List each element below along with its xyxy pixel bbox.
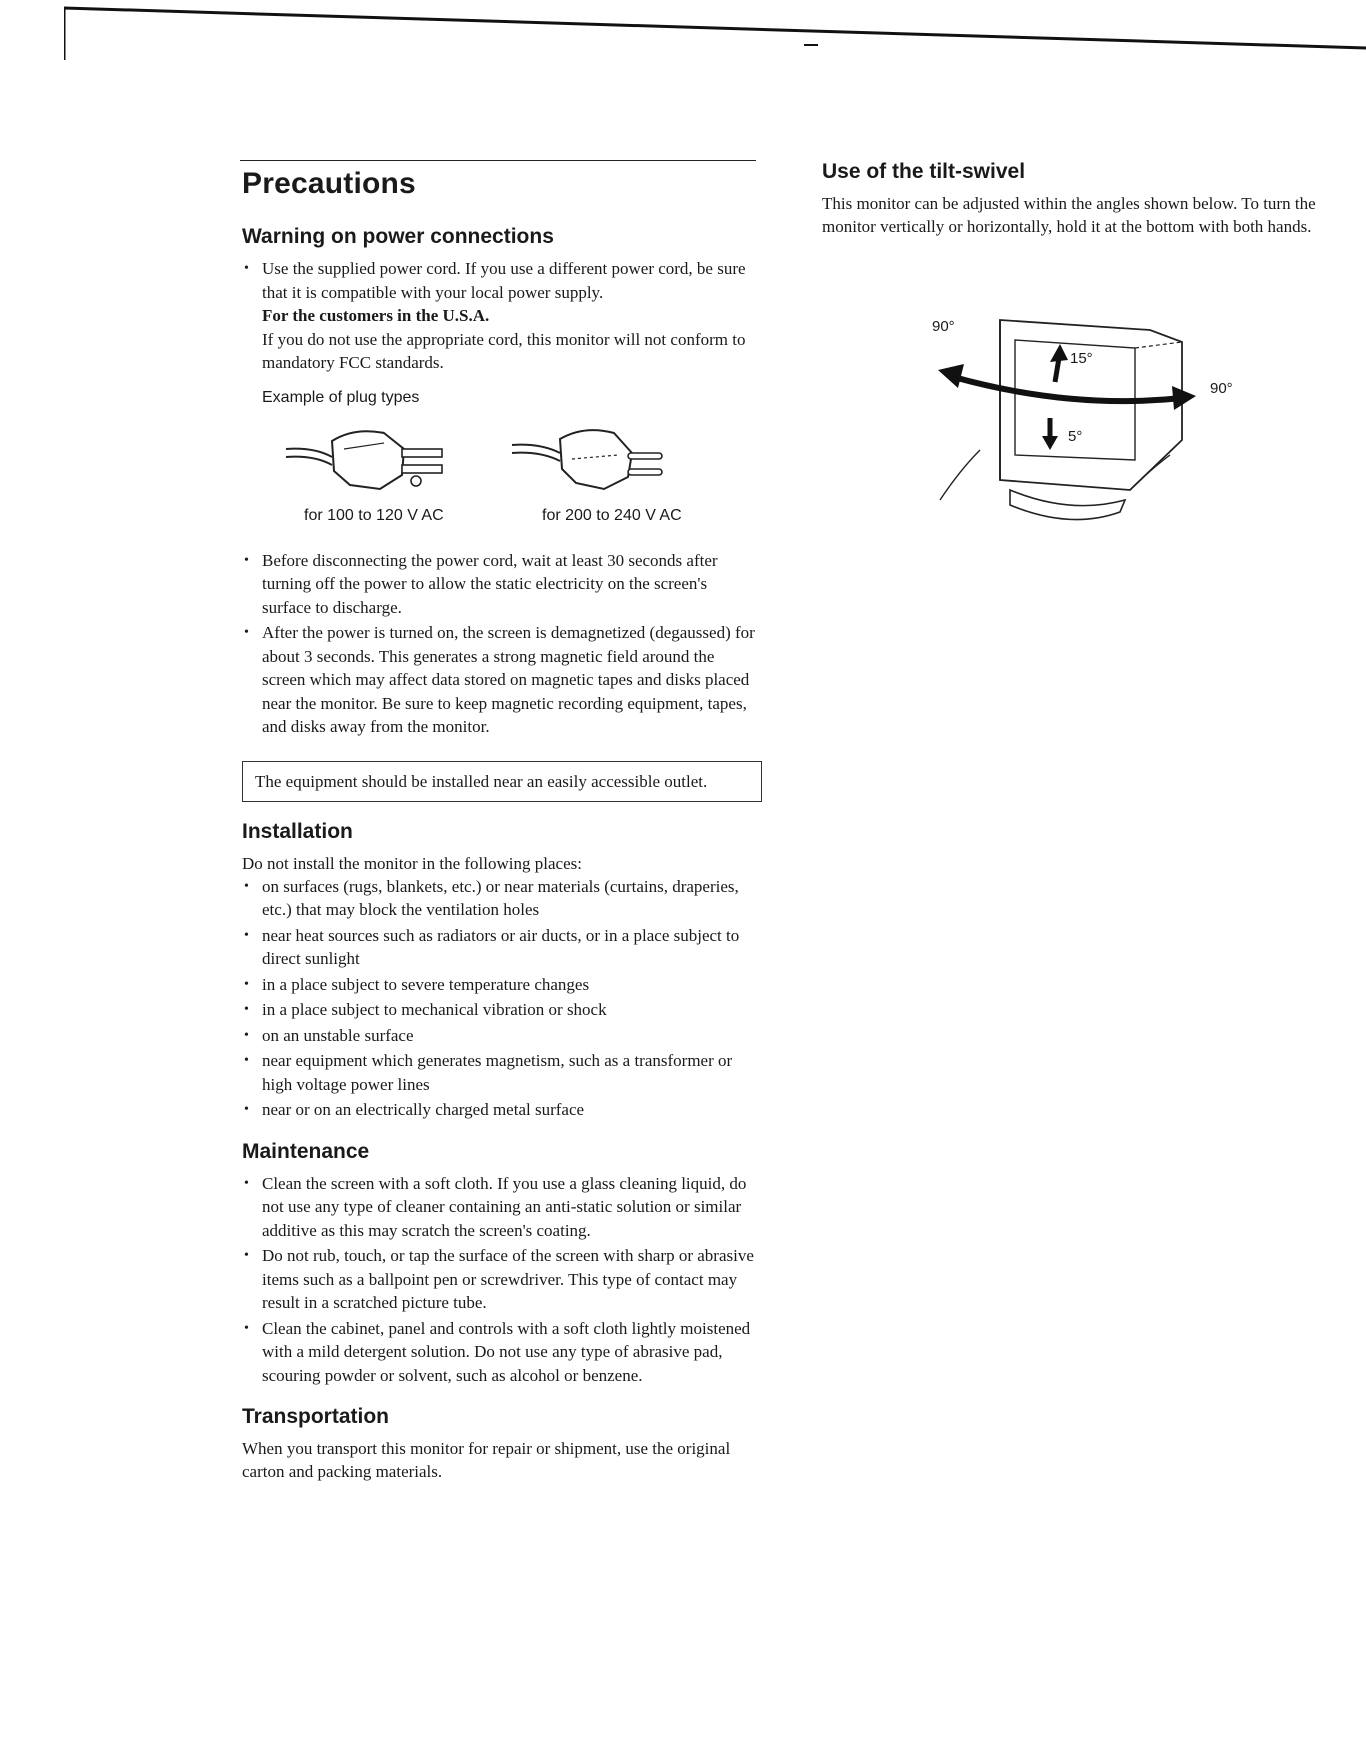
usa-customers-label: For the customers in the U.S.A. [262,306,490,325]
list-item: • After the power is turned on, the screen is demagnetized (degaussed) for about 3 seconds. This generates a strong magnetic field around the screen which may affect data stored on magnetic tapes and disks placed near the monitor. Be sure to keep magnetic recording equipment, tapes, and disks away from the monitor. [240,621,760,739]
list-item: • in a place subject to mechanical vibration or shock [240,998,760,1022]
maintenance-list [240,1172,760,1388]
list-item: • Clean the cabinet, panel and controls with a soft cloth lightly moistened with a mild detergent solution. Do not use any type of abrasive pad, scouring powder or solvent, such as alcohol or benzene. [240,1317,760,1388]
power-heading: Warning on power connections [242,225,554,248]
list-item: • on an unstable surface [240,1024,760,1048]
list-item: • Clean the screen with a soft cloth. If you use a glass cleaning liquid, do not use any type of cleaner containing an anti-static solution or similar additive as this may scratch the screen's coating. [240,1172,760,1243]
installation-intro: Do not install the monitor in the following places: [242,853,582,873]
plug-caption: Example of plug types [262,388,420,406]
outlet-note-box: The equipment should be installed near an easily accessible outlet. [242,761,762,802]
plug-label-us: for 100 to 120 V AC [304,506,444,524]
transportation-heading: Transportation [242,1405,390,1428]
list-item: • near equipment which generates magnetism, such as a transformer or high voltage power lines [240,1049,760,1096]
plug-label-eu: for 200 to 240 V AC [542,506,682,524]
tilt-text: This monitor can be adjusted within the angles shown below. To turn the monitor vertically or horizontally, hold it at the bottom with both hands. [822,194,1316,236]
transportation-text: When you transport this monitor for repair or shipment, use the original carton and packing materials. [242,1439,731,1481]
tilt-swivel-diagram [920,290,1240,570]
swivel-right-angle: 90° [1210,380,1233,397]
fcc-text: If you do not use the appropriate cord, this monitor will not conform to mandatory FCC standards. [262,329,746,372]
power-bullet1-text: • Use the supplied power cord. If you use a different power cord, be sure that it is compatible with your local power supply. [262,259,746,302]
power-list [240,257,760,375]
list-item [240,257,760,375]
list-item: • Do not rub, touch, or tap the surface of the screen with sharp or abrasive items such as a ballpoint pen or screwdriver. This type of contact may result in a scratched picture tube. [240,1244,760,1315]
list-item: • on surfaces (rugs, blankets, etc.) or near materials (curtains, draperies, etc.) that may block the ventilation holes [240,875,760,922]
maintenance-heading: Maintenance [242,1139,370,1163]
us-plug-icon [284,419,454,499]
installation-heading: Installation [242,819,353,843]
installation-list [240,875,760,1122]
list-item: • near heat sources such as radiators or air ducts, or in a place subject to direct sunlight [240,924,760,971]
page-top-border [64,0,1366,60]
list-item: • in a place subject to severe temperature changes [240,973,760,997]
page-title: Precautions [242,167,416,200]
plug-illustrations [240,419,760,539]
tilt-up-angle: 15° [1070,350,1093,367]
left-column [240,160,760,1483]
eu-plug-icon [510,419,680,499]
list-item: • near or on an electrically charged metal surface [240,1098,760,1122]
power-list-continued [240,549,760,739]
swivel-left-angle: 90° [932,318,955,335]
tilt-heading: Use of the tilt-swivel [822,160,1026,183]
tilt-down-angle: 5° [1068,428,1083,445]
list-item: • Before disconnecting the power cord, wait at least 30 seconds after turning off the power to allow the static electricity on the screen's surface to discharge. [240,549,760,620]
title-rule [240,160,756,161]
right-column [820,160,1340,445]
